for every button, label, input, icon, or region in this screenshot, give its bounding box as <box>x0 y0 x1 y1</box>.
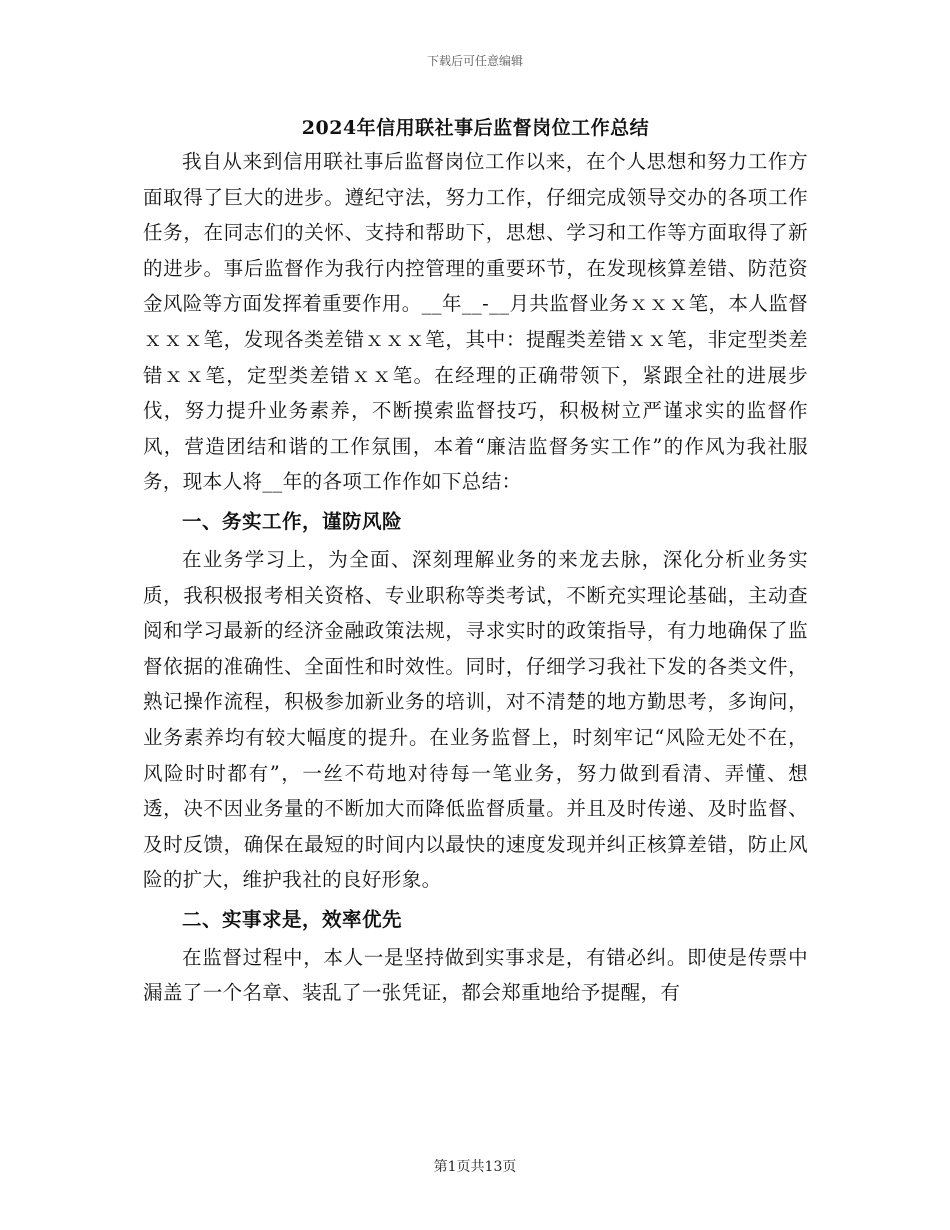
section-1-paragraph: 在业务学习上，为全面、深刻理解业务的来龙去脉，深化分析业务实质，我积极报考相关资格、专业职称等类考试，不断充实理论基础，主动查阅和学习最新的经济金融政策法规，寻求实时的政策指导，有力地确保了监督依据的准确性、全面性和时效性。同时，仔细学习我社下发的各类文件，熟记操作流程，积极参加新业务的培训，对不清楚的地方勤思考，多询问，业务素养均有较大幅度的提升。在业务监督上，时刻牢记“风险无处不在，风险时时都有”，一丝不苟地对待每一笔业务，努力做到看清、弄懂、想透，决不因业务量的不断加大而降低监督质量。并且及时传递、及时监督、及时反馈，确保在最短的时间内以最快的速度发现并纠正核算差错，防止风险的扩大，维护我社的良好形象。 <box>143 547 808 892</box>
page-header-note: 下载后可任意编辑 <box>426 54 523 68</box>
document-body <box>143 112 808 1011</box>
section-2-heading: 二、实事求是，效率优先 <box>182 907 403 931</box>
section-1-heading: 一、务实工作，谨防风险 <box>182 509 403 533</box>
page-footer-number: 第1页共13页 <box>433 1159 517 1175</box>
section-2-paragraph: 在监督过程中，本人一是坚持做到实事求是，有错必纠。即使是传票中漏盖了一个名章、装乱了一张凭证，都会郑重地给予提醒，有 <box>143 945 808 1005</box>
document-title: 2024年信用联社事后监督岗位工作总结 <box>301 117 650 139</box>
intro-paragraph: 我自从来到信用联社事后监督岗位工作以来，在个人思想和努力工作方面取得了巨大的进步。遵纪守法，努力工作，仔细完成领导交办的各项工作任务，在同志们的关怀、支持和帮助下，思想、学习和工作等方面取得了新的进步。事后监督作为我行内控管理的重要环节，在发现核算差错、防范资金风险等方面发挥着重要作用。__年__-__月共监督业务ｘｘｘ笔，本人监督ｘｘｘ笔，发现各类差错ｘｘｘ笔，其中：提醒类差错ｘｘ笔，非定型类差错ｘｘ笔，定型类差错ｘｘ笔。在经理的正确带领下，紧跟全社的进展步伐，努力提升业务素养，不断摸索监督技巧，积极树立严谨求实的监督作风，营造团结和谐的工作氛围，本着“廉洁监督务实工作”的作风为我社服务，现本人将__年的各项工作作如下总结： <box>143 150 808 494</box>
